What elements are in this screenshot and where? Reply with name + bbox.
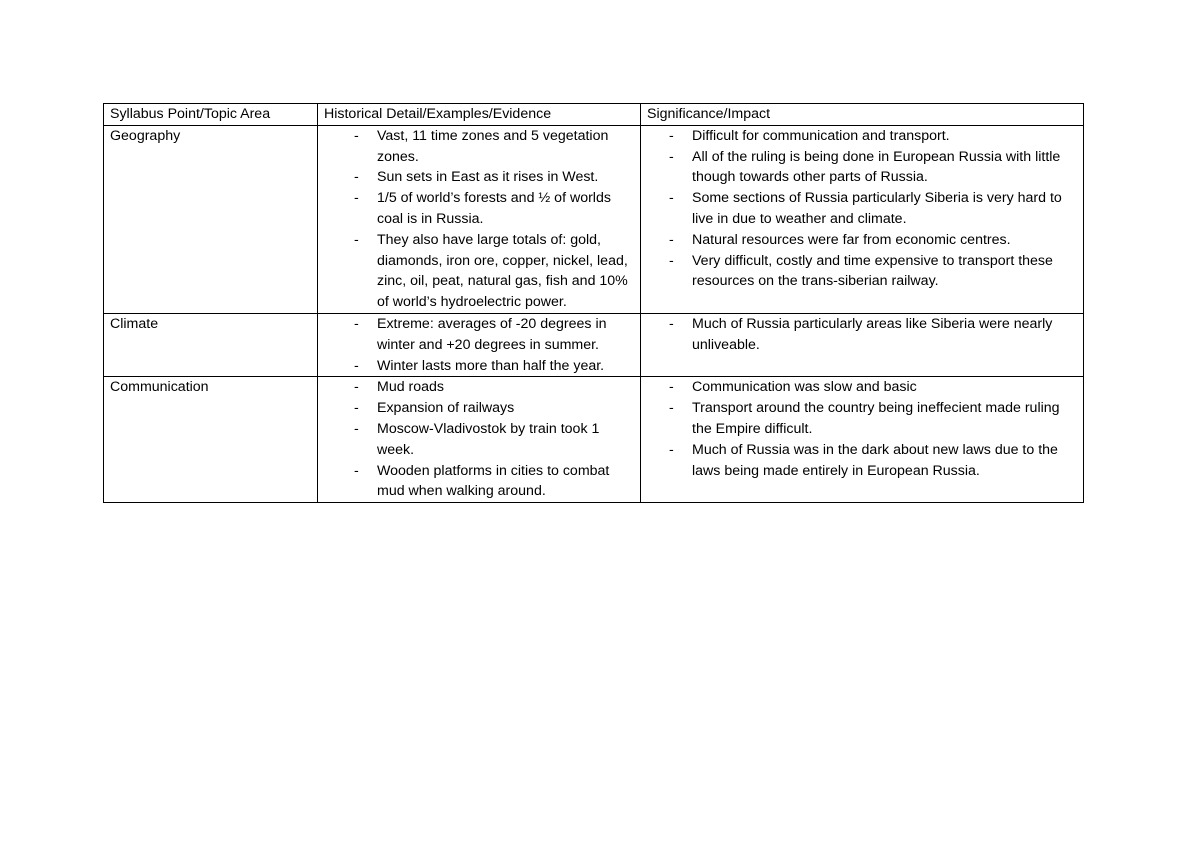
list-item-text: Much of Russia particularly areas like Siberia were nearly unliveable. xyxy=(692,315,1053,353)
dash-bullet: - xyxy=(354,169,359,186)
dash-bullet: - xyxy=(354,400,359,417)
table-header-row xyxy=(104,104,1084,126)
list-item xyxy=(647,377,1077,398)
list-item xyxy=(647,314,1077,356)
list-item xyxy=(324,377,634,398)
dash-bullet: - xyxy=(354,231,359,248)
list-item xyxy=(647,440,1077,482)
topic-cell: Climate xyxy=(104,313,318,376)
dash-bullet: - xyxy=(669,190,674,207)
impacts-cell xyxy=(641,125,1084,313)
list-item-text: Vast, 11 time zones and 5 vegetation zones. xyxy=(377,127,609,165)
list-item-text: All of the ruling is being done in European Russia with little though towards other parts of Russia. xyxy=(692,148,1061,186)
list-item xyxy=(324,461,634,503)
dash-bullet: - xyxy=(354,127,359,144)
list-item-text: Natural resources were far from economic centres. xyxy=(692,231,1011,248)
list-item xyxy=(324,126,634,168)
dash-bullet: - xyxy=(669,231,674,248)
list-item xyxy=(324,188,634,230)
table-row-communication xyxy=(104,377,1084,503)
topic-cell: Geography xyxy=(104,125,318,313)
list-item xyxy=(324,356,634,377)
dash-bullet: - xyxy=(669,441,674,458)
list-item-text: Difficult for communication and transport. xyxy=(692,127,950,144)
details-cell xyxy=(318,125,641,313)
dash-bullet: - xyxy=(669,252,674,269)
list-item-text: Communication was slow and basic xyxy=(692,379,917,396)
list-item-text: Wooden platforms in cities to combat mud when walking around. xyxy=(377,462,610,500)
dash-bullet: - xyxy=(354,315,359,332)
list-item-text: They also have large totals of: gold, diamonds, iron ore, copper, nickel, lead, zinc, oil, peat, natural gas, fish and 10% of world’s hydroelectric power. xyxy=(377,231,628,311)
list-item xyxy=(647,398,1077,440)
list-item-text: Very difficult, costly and time expensive to transport these resources on the trans-siberian railway. xyxy=(692,252,1053,290)
dash-bullet: - xyxy=(354,357,359,374)
list-item-text: Some sections of Russia particularly Siberia is very hard to live in due to weather and climate. xyxy=(692,190,1062,227)
dash-bullet: - xyxy=(354,190,359,207)
list-item-text: Much of Russia was in the dark about new laws due to the laws being made entirely in European Russia. xyxy=(692,441,1058,479)
dash-bullet: - xyxy=(354,462,359,479)
topic-cell: Communication xyxy=(104,377,318,503)
list-item xyxy=(324,314,634,356)
details-list xyxy=(324,377,634,502)
impacts-list xyxy=(647,314,1077,356)
header-significance: Significance/Impact xyxy=(641,104,1084,126)
impacts-list xyxy=(647,126,1077,292)
impacts-cell xyxy=(641,377,1084,503)
details-list xyxy=(324,314,634,376)
list-item xyxy=(647,126,1077,147)
header-historical-detail: Historical Detail/Examples/Evidence xyxy=(318,104,641,126)
list-item-text: 1/5 of world’s forests and ½ of worlds coal is in Russia. xyxy=(377,190,611,227)
dash-bullet: - xyxy=(354,379,359,396)
impacts-cell xyxy=(641,313,1084,376)
list-item-text: Sun sets in East as it rises in West. xyxy=(377,169,599,186)
table-row-geography xyxy=(104,125,1084,313)
list-item xyxy=(647,188,1077,230)
syllabus-table xyxy=(103,103,1084,503)
details-list xyxy=(324,126,634,313)
list-item xyxy=(324,230,634,313)
dash-bullet: - xyxy=(354,420,359,437)
list-item-text: Extreme: averages of -20 degrees in winter and +20 degrees in summer. xyxy=(377,315,607,353)
header-topic-area: Syllabus Point/Topic Area xyxy=(104,104,318,126)
impacts-list xyxy=(647,377,1077,481)
table-row-climate xyxy=(104,313,1084,376)
list-item-text: Moscow-Vladivostok by train took 1 week. xyxy=(377,420,600,458)
dash-bullet: - xyxy=(669,148,674,165)
list-item xyxy=(647,147,1077,189)
list-item xyxy=(324,419,634,461)
list-item-text: Transport around the country being ineffecient made ruling the Empire difficult. xyxy=(692,400,1060,437)
list-item-text: Mud roads xyxy=(377,379,445,396)
list-item xyxy=(324,167,634,188)
dash-bullet: - xyxy=(669,400,674,417)
list-item-text: Expansion of railways xyxy=(377,400,515,417)
details-cell xyxy=(318,377,641,503)
list-item xyxy=(647,230,1077,251)
list-item xyxy=(324,398,634,419)
list-item xyxy=(647,251,1077,293)
list-item-text: Winter lasts more than half the year. xyxy=(377,357,605,374)
details-cell xyxy=(318,313,641,376)
dash-bullet: - xyxy=(669,379,674,396)
dash-bullet: - xyxy=(669,127,674,144)
dash-bullet: - xyxy=(669,315,674,332)
